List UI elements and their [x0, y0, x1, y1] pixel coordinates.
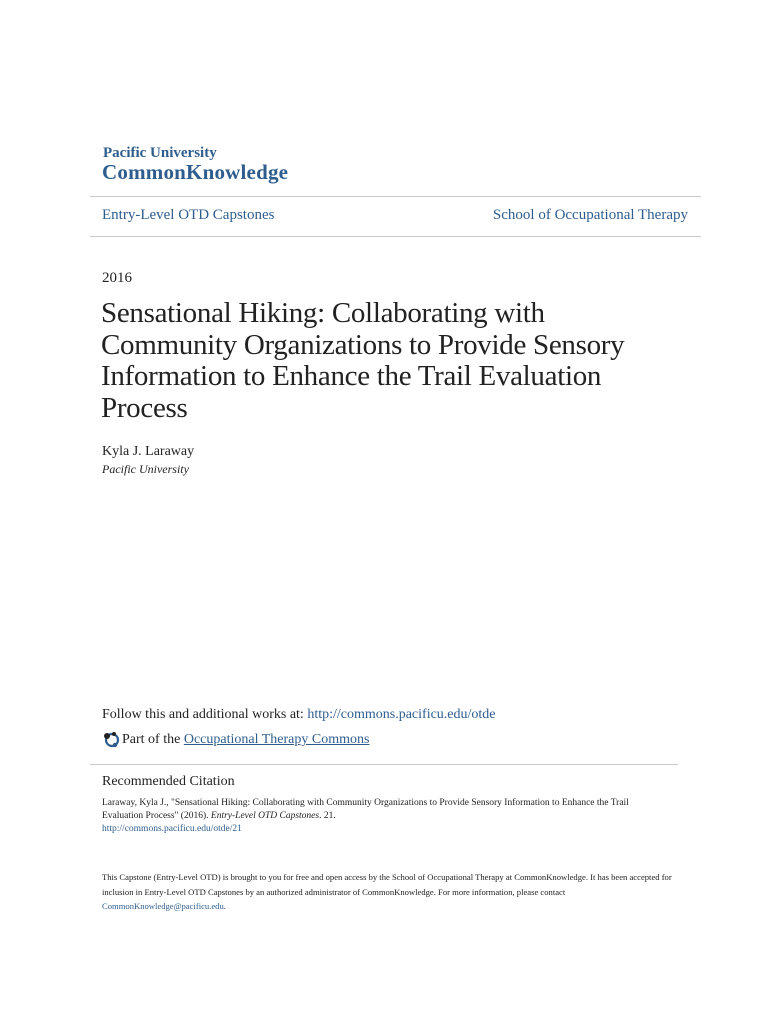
citation-main: Laraway, Kyla J., "Sensational Hiking: Collaborating with Community Organizations to Provide Sensory Information to Enhance the Trail Evaluation Process" (2016). — [102, 798, 629, 821]
access-notice-end: . — [223, 901, 226, 911]
author-affiliation: Pacific University — [102, 462, 189, 476]
publication-year: 2016 — [102, 270, 132, 286]
divider-top — [90, 196, 701, 197]
department-link[interactable]: School of Occupational Therapy — [492, 207, 688, 223]
follow-prefix: Follow this and additional works at: — [102, 707, 308, 722]
paper-title: Sensational Hiking: Collaborating with Community Organizations to Provide Sensory Information to Enhance the Trail Evaluation Process — [101, 297, 625, 424]
citation-heading: Recommended Citation — [102, 774, 235, 789]
access-notice — [102, 870, 672, 914]
citation-url-link[interactable]: http://commons.pacificu.edu/otde/21 — [102, 824, 242, 834]
follow-url-link[interactable]: http://commons.pacificu.edu/otde — [307, 707, 496, 722]
series-link[interactable]: Entry-Level OTD Capstones — [102, 207, 275, 223]
part-of-line — [102, 731, 369, 749]
divider-bottom — [90, 236, 701, 237]
access-notice-text: This Capstone (Entry-Level OTD) is brought to you for free and open access by the School of Occupational Therapy at CommonKnowledge. It has been accepted for inclusion in Entry-Level OTD Capstones by an authorized administrator of CommonKnowledge. For more information, please contact — [102, 872, 672, 897]
institution-name: Pacific University — [103, 145, 217, 161]
commons-link[interactable]: Occupational Therapy Commons — [183, 732, 370, 747]
repository-name[interactable]: CommonKnowledge — [102, 160, 289, 184]
contact-email-link[interactable]: CommonKnowledge@pacificu.edu — [102, 901, 224, 911]
follow-line — [102, 707, 496, 723]
part-of-prefix: Part of the — [122, 732, 181, 747]
network-commons-icon — [102, 731, 120, 749]
citation-suffix: . 21. — [319, 811, 336, 821]
author-name: Kyla J. Laraway — [102, 444, 195, 459]
divider-citation — [90, 764, 678, 765]
citation-text — [102, 797, 672, 836]
citation-journal: Entry-Level OTD Capstones — [210, 811, 320, 821]
